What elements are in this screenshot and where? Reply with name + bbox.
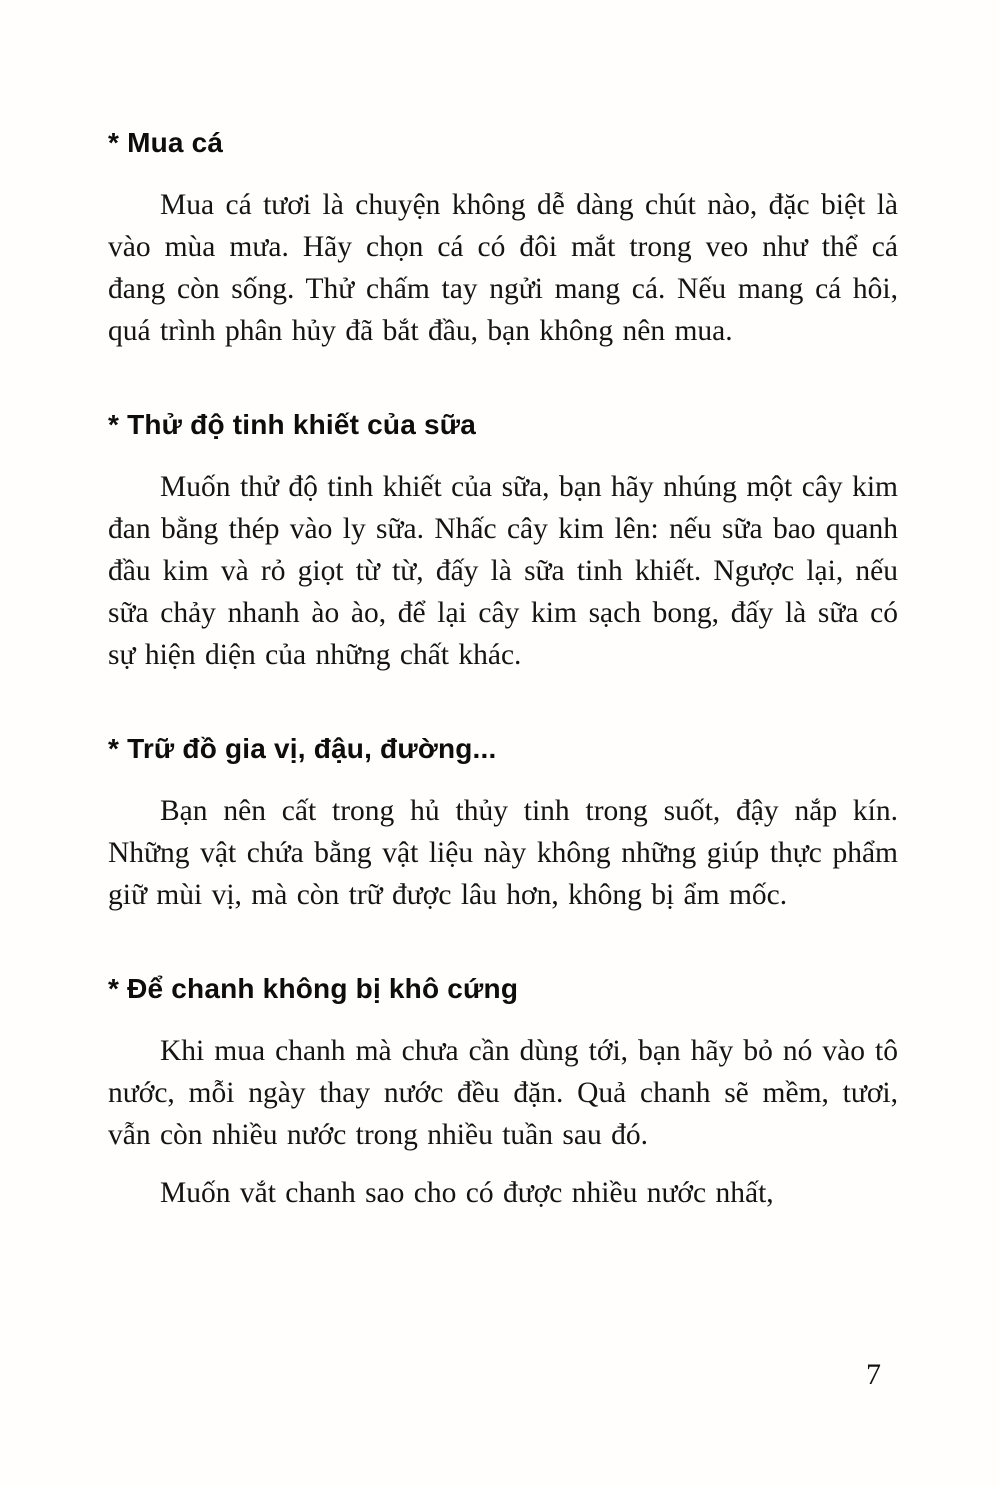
paragraph: Bạn nên cất trong hủ thủy tinh trong suốt, đậy nắp kín. Những vật chứa bằng vật liệu này không những giúp thực phẩm giữ mùi vị, mà còn trữ được lâu hơn, không bị ẩm mốc.: [108, 795, 898, 911]
paragraph: Muốn vắt chanh sao cho có được nhiều nước nhất,: [160, 1177, 774, 1209]
paragraph: Khi mua chanh mà chưa cần dùng tới, bạn hãy bỏ nó vào tô nước, mỗi ngày thay nước đều đặn. Quả chanh sẽ mềm, tươi, vẫn còn nhiều nước trong nhiều tuần sau đó.: [108, 1035, 898, 1151]
section-de-chanh-khong-bi-kho-cung: [108, 972, 898, 1214]
section-heading: * Để chanh không bị khô cứng: [108, 973, 519, 1004]
section-mua-ca: [108, 126, 898, 352]
section-heading: * Trữ đồ gia vị, đậu, đường...: [108, 733, 497, 764]
page-content: [108, 126, 898, 1214]
section-heading: * Mua cá: [108, 127, 224, 158]
section-heading: * Thử độ tinh khiết của sữa: [108, 409, 476, 440]
section-thu-do-tinh-khiet-cua-sua: [108, 408, 898, 676]
paragraph: Mua cá tươi là chuyện không dễ dàng chút nào, đặc biệt là vào mùa mưa. Hãy chọn cá có đôi mắt trong veo như thể cá đang còn sống. Thử chấm tay ngửi mang cá. Nếu mang cá hôi, quá trình phân hủy đã bắt đầu, bạn không nên mua.: [108, 189, 898, 347]
page-number: 7: [866, 1358, 881, 1391]
section-tru-do-gia-vi: [108, 732, 898, 916]
paragraph: Muốn thử độ tinh khiết của sữa, bạn hãy nhúng một cây kim đan bằng thép vào ly sữa. Nhấc cây kim lên: nếu sữa bao quanh đầu kim và rỏ giọt từ từ, đấy là sữa tinh khiết. Ngược lại, nếu sữa chảy nhanh ào ào, để lại cây kim sạch bong, đấy là sữa có sự hiện diện của những chất khác.: [108, 471, 898, 671]
